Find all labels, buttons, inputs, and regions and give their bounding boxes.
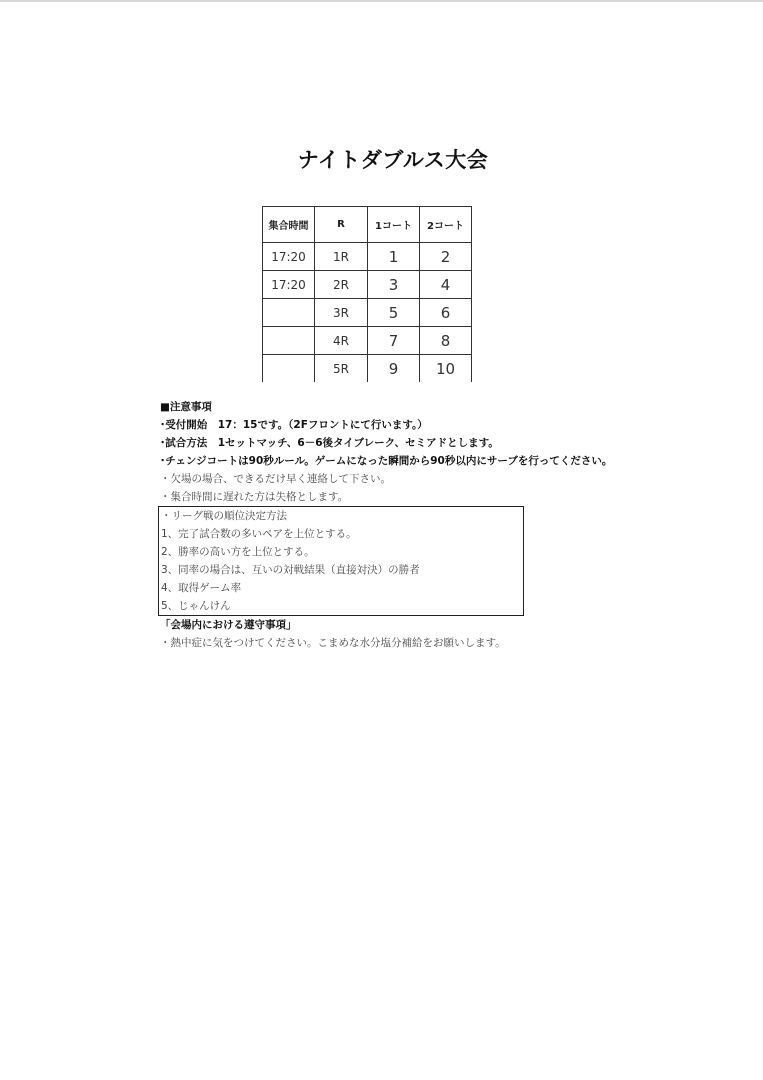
- notes-heading: ■注意事項: [160, 401, 212, 413]
- table-row: [263, 299, 472, 327]
- cell-court1: 7: [368, 327, 420, 355]
- header-time: 集合時間: [263, 207, 315, 243]
- cell-court1: 9: [368, 355, 420, 383]
- cell-time: [263, 355, 315, 383]
- ranking-title: ・リーグ戦の順位決定方法: [161, 510, 287, 522]
- venue-heading: 「会場内における遵守事項」: [160, 619, 297, 631]
- ranking-rule: 3、同率の場合は、互いの対戦結果（直接対決）の勝者: [161, 564, 420, 576]
- cell-round: 5R: [315, 355, 368, 383]
- cell-round: 2R: [315, 271, 368, 299]
- note-late: ・集合時間に遅れた方は失格とします。: [160, 491, 349, 503]
- cell-round: 1R: [315, 243, 368, 271]
- schedule-table: [262, 206, 472, 382]
- cell-court2: 8: [420, 327, 472, 355]
- document-title: ナイトダブルス大会: [297, 148, 489, 172]
- table-row: [263, 355, 472, 383]
- cell-round: 3R: [315, 299, 368, 327]
- cell-time: [263, 327, 315, 355]
- ranking-rules-box: [158, 506, 524, 616]
- ranking-rule: 1、完了試合数の多いペアを上位とする。: [161, 528, 357, 540]
- cell-court2: 2: [420, 243, 472, 271]
- cell-time: 17:20: [263, 271, 315, 299]
- top-border: [0, 0, 763, 2]
- table-header-row: [263, 207, 472, 243]
- cell-court1: 1: [368, 243, 420, 271]
- table-row: [263, 243, 472, 271]
- notes-section: [160, 398, 720, 652]
- header-court1: 1コート: [368, 207, 420, 243]
- note-change-court: ･チェンジコートは90秒ルール。ゲームになった瞬間から90秒以内にサーブを行ってください。: [160, 455, 613, 467]
- header-round: R: [315, 207, 368, 243]
- table-row: [263, 271, 472, 299]
- ranking-rule: 2、勝率の高い方を上位とする。: [161, 546, 315, 558]
- note-absence: ・欠場の場合、できるだけ早く連絡して下さい。: [160, 473, 391, 485]
- table-row: [263, 327, 472, 355]
- cell-time: 17:20: [263, 243, 315, 271]
- cell-court1: 5: [368, 299, 420, 327]
- cell-court2: 4: [420, 271, 472, 299]
- ranking-rule: 4、取得ゲーム率: [161, 582, 242, 594]
- ranking-rule: 5、じゃんけん: [161, 600, 231, 612]
- header-court2: 2コート: [420, 207, 472, 243]
- note-reception: ･受付開始 17：15です。（2Fフロントにて行います。）: [160, 419, 428, 431]
- cell-court2: 10: [420, 355, 472, 383]
- cell-round: 4R: [315, 327, 368, 355]
- note-match-format: ･試合方法 1セットマッチ、6－6後タイブレーク、セミアドとします。: [160, 437, 499, 449]
- cell-time: [263, 299, 315, 327]
- venue-note: ・熱中症に気をつけてください。こまめな水分塩分補給をお願いします。: [160, 637, 506, 649]
- cell-court2: 6: [420, 299, 472, 327]
- cell-court1: 3: [368, 271, 420, 299]
